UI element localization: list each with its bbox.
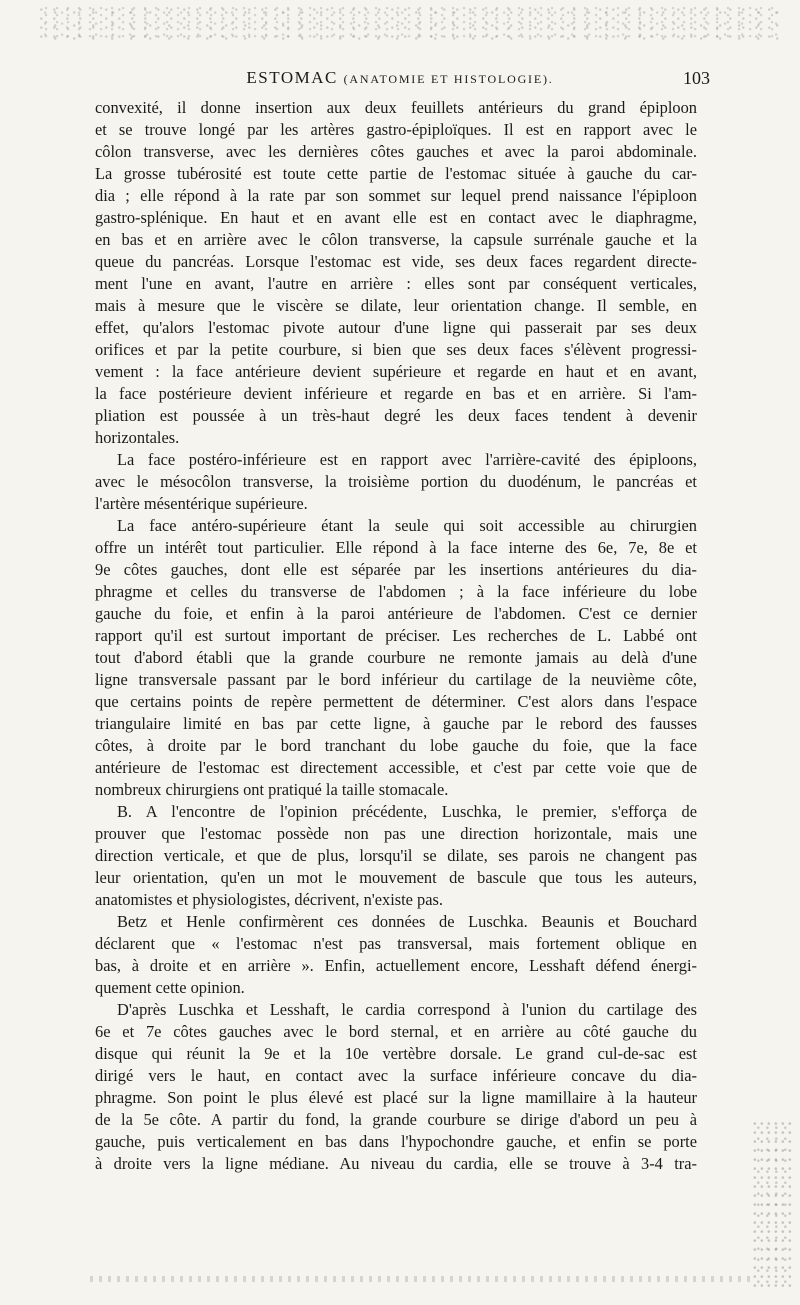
text-line: mais à mesure que le viscère se dilate, leur orientation change. Il semble, en: [95, 296, 697, 315]
text-line: direction verticale, et que de plus, lorsqu'il se dilate, ses parois ne changent pas: [95, 846, 697, 865]
text-line: B. A l'encontre de l'opinion précédente, Luschka, le premier, s'efforça de: [117, 802, 697, 821]
text-line: que certains points de repère permettent de déterminer. C'est alors dans l'espace: [95, 692, 697, 711]
text-line: anatomistes et physiologistes, décrivent, n'existe pas.: [95, 890, 443, 909]
text-line: pliation est poussée à un très-haut degré les deux faces tendent à devenir: [95, 406, 697, 425]
text-line: convexité, il donne insertion aux deux feuillets antérieurs du grand épiploon: [95, 98, 697, 117]
running-head-main: ESTOMAC: [246, 68, 338, 87]
running-head: [90, 68, 710, 94]
text-line: La face antéro-supérieure étant la seule qui soit accessible au chirurgien: [117, 516, 697, 535]
running-head-sub: (ANATOMIE ET HISTOLOGIE).: [343, 72, 554, 86]
text-line: en bas et en arrière avec le côlon transverse, la capsule surrénale gauche et la: [95, 230, 697, 249]
text-line: 6e et 7e côtes gauches avec le bord sternal, et en arrière au côté gauche du: [95, 1022, 697, 1041]
text-line: déclarent que « l'estomac n'est pas transversal, mais fortement oblique en: [95, 934, 697, 953]
text-line: l'artère mésentérique supérieure.: [95, 494, 308, 513]
text-line: quement cette opinion.: [95, 978, 245, 997]
text-line: D'après Luschka et Lesshaft, le cardia correspond à l'union du cartilage des: [117, 1000, 697, 1019]
text-line: côtes, à droite par le bord tranchant du lobe gauche du foie, que la face: [95, 736, 697, 755]
text-line: à droite vers la ligne médiane. Au niveau du cardia, elle se trouve à 3-4 tra-: [95, 1154, 697, 1173]
text-line: ligne transversale passant par le bord inférieur du cartilage de la neuvième côte,: [95, 670, 697, 689]
text-line: de la 5e côte. A partir du fond, la grande courbure se dirige d'abord un peu à: [95, 1110, 697, 1129]
text-line: vement : la face antérieure devient supérieure et regarde en haut et en avant,: [95, 362, 697, 381]
text-line: rapport qu'il est surtout important de préciser. Les recherches de L. Labbé ont: [95, 626, 697, 645]
body-text: [95, 97, 697, 1175]
text-line: leur orientation, qu'en un mot le mouvement de bascule que tous les auteurs,: [95, 868, 697, 887]
text-line: La grosse tubérosité est toute cette partie de l'estomac située à gauche du car-: [95, 164, 697, 183]
text-line: disque qui réunit la 9e et la 10e vertèbre dorsale. Le grand cul-de-sac est: [95, 1044, 697, 1063]
page-number: 103: [683, 68, 710, 88]
text-line: orifices et par la petite courbure, si bien que ses deux faces s'élèvent progressi-: [95, 340, 697, 359]
text-line: triangulaire limité en bas par cette ligne, à gauche par le rebord des fausses: [95, 714, 697, 733]
scan-noise-right: [752, 1120, 792, 1290]
text-line: prouver que l'estomac possède non pas une direction horizontale, mais une: [95, 824, 697, 843]
text-line: antérieure de l'estomac est directement accessible, et c'est par cette voie que de: [95, 758, 697, 777]
text-line: ment l'une en avant, l'autre en arrière : elles sont par conséquent verticales,: [95, 274, 697, 293]
text-line: gastro-splénique. En haut et en avant elle est en contact avec le diaphragme,: [95, 208, 697, 227]
text-line: nombreux chirurgiens ont pratiqué la taille stomacale.: [95, 780, 449, 799]
text-line: et se trouve longé par les artères gastro-épiploïques. Il est en rapport avec le: [95, 120, 697, 139]
text-line: dirigé vers le haut, en contact avec la surface inférieure concave du dia-: [95, 1066, 697, 1085]
text-line: effet, qu'alors l'estomac pivote autour d'une ligne qui passerait par ses deux: [95, 318, 697, 337]
text-line: 9e côtes gauches, dont elle est séparée par les insertions antérieures du dia-: [95, 560, 697, 579]
scan-noise-bottom: [90, 1276, 750, 1282]
text-line: avec le mésocôlon transverse, la troisième portion du duodénum, le pancréas et: [95, 472, 697, 491]
text-line: La face postéro-inférieure est en rapport avec l'arrière-cavité des épiploons,: [117, 450, 697, 469]
text-line: tout d'abord établi que la grande courbure ne remonte jamais au delà d'une: [95, 648, 697, 667]
text-line: Betz et Henle confirmèrent ces données de Luschka. Beaunis et Bouchard: [117, 912, 697, 931]
text-line: gauche, puis verticalement en bas dans l'hypochondre gauche, et enfin se porte: [95, 1132, 697, 1151]
text-line: côlon transverse, avec les dernières côtes gauches et avec la paroi abdominale.: [95, 142, 697, 161]
scan-noise-top: [40, 6, 780, 42]
text-line: offre un intérêt tout particulier. Elle répond à la face interne des 6e, 7e, 8e et: [95, 538, 697, 557]
text-line: gauche du foie, et enfin à la paroi antérieure de l'abdomen. C'est ce dernier: [95, 604, 697, 623]
running-head-title: [90, 68, 710, 88]
text-line: la face postérieure devient inférieure et regarde en bas et en arrière. Si l'am-: [95, 384, 697, 403]
text-line: horizontales.: [95, 428, 180, 447]
text-line: bas, à droite et en arrière ». Enfin, actuellement encore, Lesshaft défend énergi-: [95, 956, 697, 975]
text-line: queue du pancréas. Lorsque l'estomac est vide, ses deux faces regardent directe-: [95, 252, 697, 271]
text-line: phragme et celles du transverse de l'abdomen ; à la face inférieure du lobe: [95, 582, 697, 601]
text-line: phragme. Son point le plus élevé est placé sur la ligne mamillaire à la hauteur: [95, 1088, 697, 1107]
text-line: dia ; elle répond à la rate par son sommet sur lequel prend naissance l'épiploon: [95, 186, 697, 205]
